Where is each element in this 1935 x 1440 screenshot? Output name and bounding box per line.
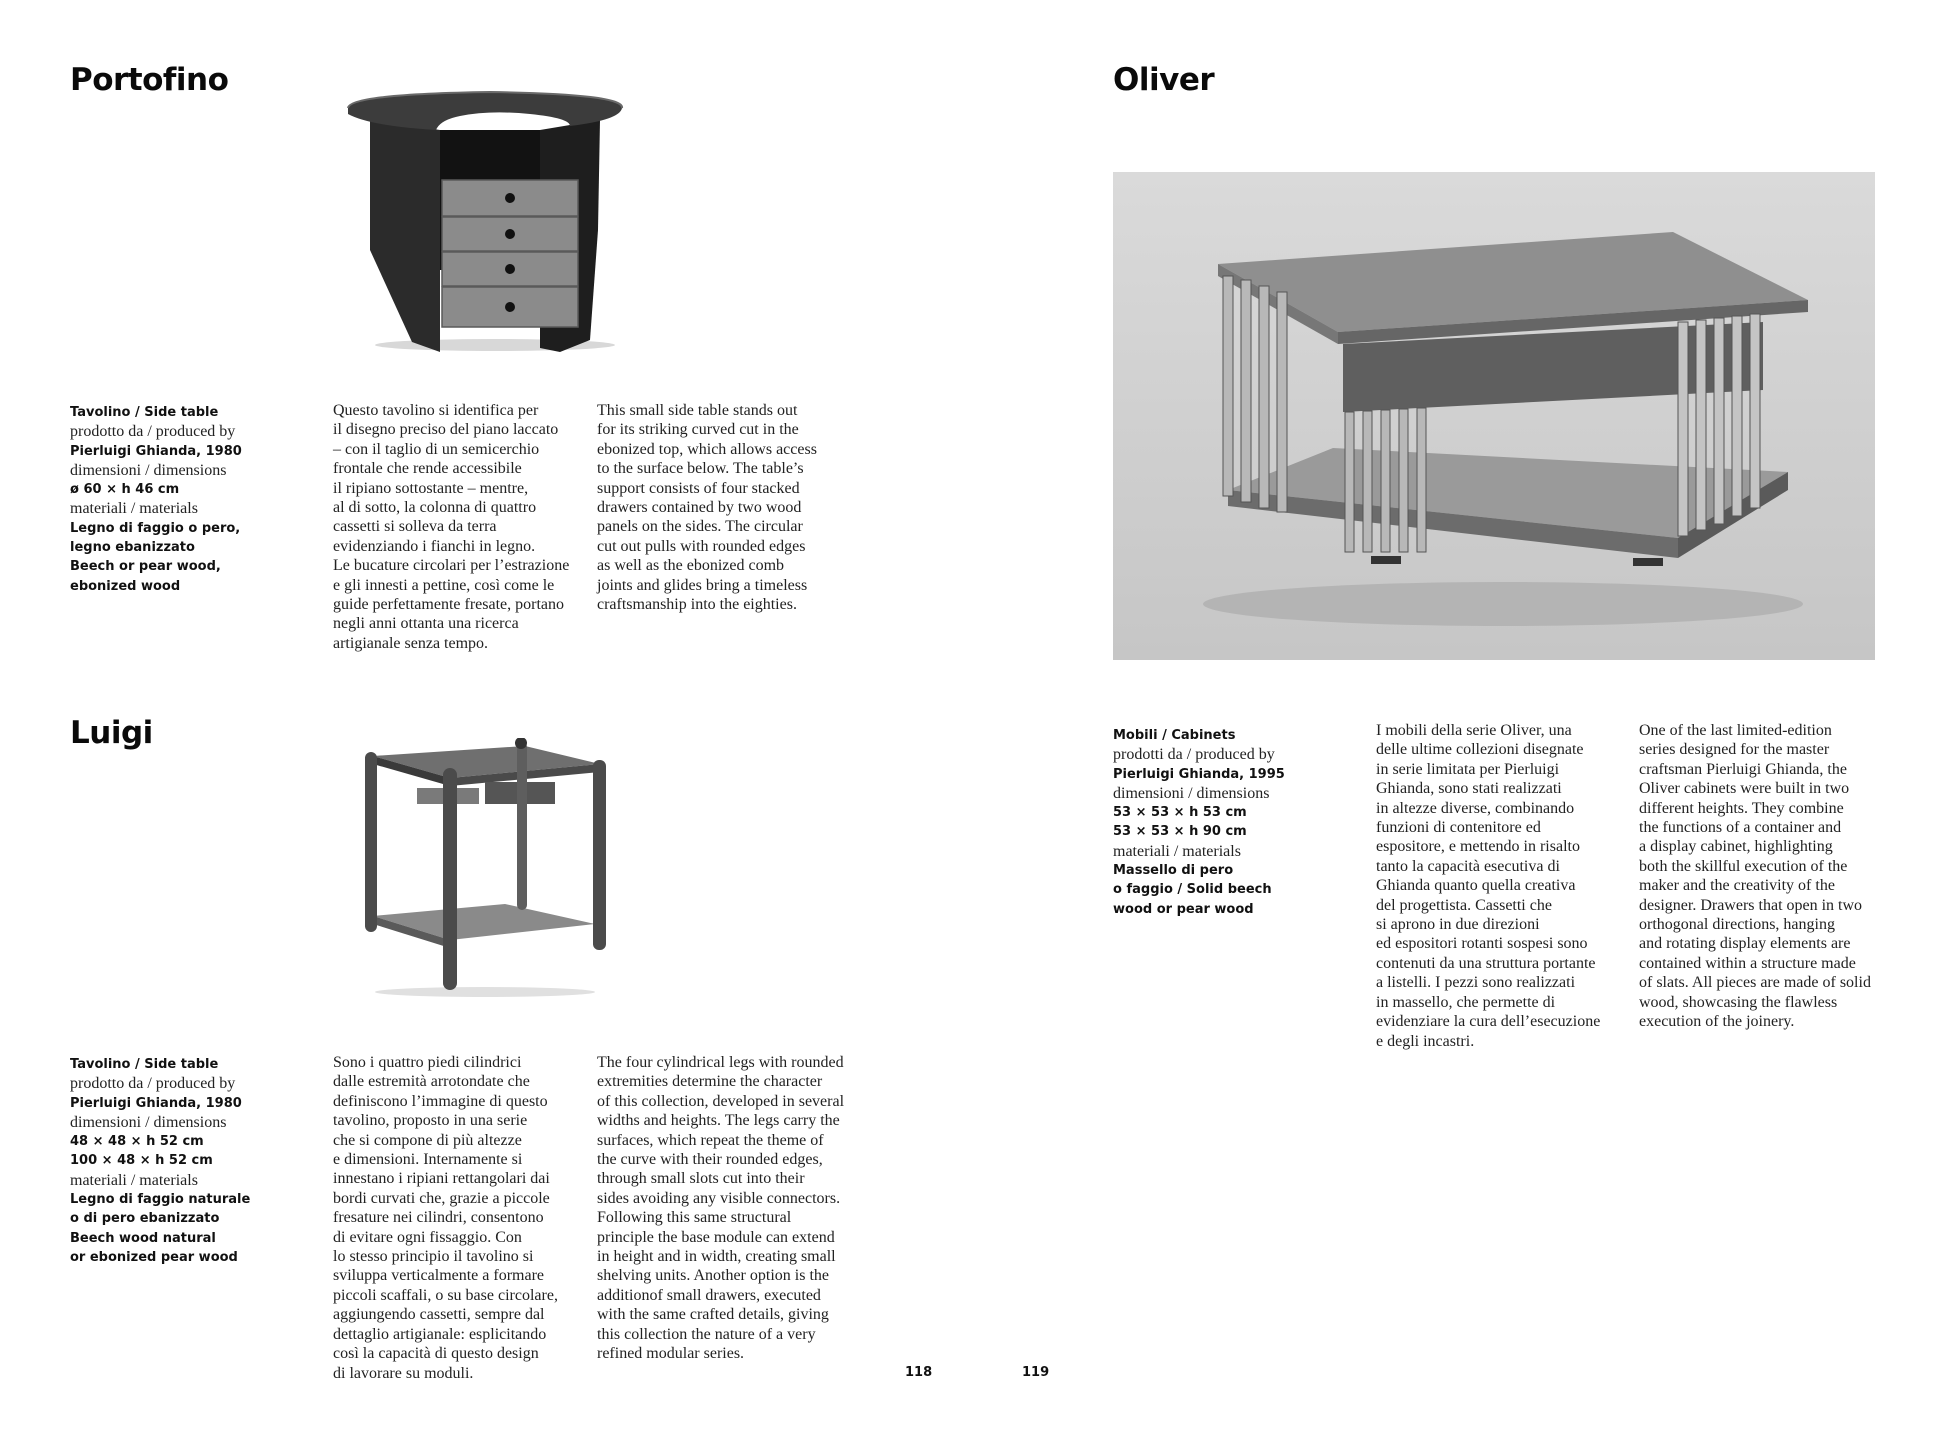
page-number-right: 119 xyxy=(1022,1365,1050,1380)
material-line: or ebonized pear wood xyxy=(70,1249,238,1265)
product-type: Tavolino / Side table xyxy=(70,1057,219,1072)
material-line: wood or pear wood xyxy=(1113,901,1254,917)
luigi-photo xyxy=(355,738,610,998)
materials-label: materiali / materials xyxy=(1113,842,1241,860)
material-line: Legno di faggio naturale xyxy=(70,1192,251,1208)
produced-by-label: prodotto da / produced by xyxy=(70,423,236,441)
produced-by-label: prodotto da / produced by xyxy=(70,1075,236,1093)
portofino-text-italian: Questo tavolino si identifica per il disegno preciso del piano laccato – con il taglio di un semicerchio frontale che rende accessibile il ripiano sottostante – mentre, al di sotto, la colonna di quattro cassetti si solleva da terra evidenziando i fianchi in legno. Le bucature circolari per l’estrazione e gli innesti a pettine, così come le guide perfettamente fresate, portano negli anni ottanta una ricerca artigianale senza tempo. xyxy=(333,402,570,652)
portofino-text-english: This small side table stands out for its striking curved cut in the ebonized top, which allows access to the surface below. The table’s support consists of four stacked drawers contained by two wood panels on the sides. The circular cut out pulls with rounded edges as well as the ebonized comb joints and glides bring a timeless craftsmanship into the eighties. xyxy=(597,402,817,614)
producer: Pierluigi Ghianda, 1980 xyxy=(70,443,242,459)
portofino-title: Portofino xyxy=(70,62,229,98)
portofino-photo xyxy=(340,90,630,355)
material-line: legno ebanizzato xyxy=(70,540,195,556)
materials-label: materiali / materials xyxy=(70,500,198,518)
dimension-value: 53 × 53 × h 90 cm xyxy=(1113,824,1247,840)
dimensions-label: dimensioni / dimensions xyxy=(1113,784,1270,802)
material-line: Massello di pero xyxy=(1113,863,1234,879)
oliver-text-italian: I mobili della serie Oliver, una delle ultime collezioni disegnate in serie limitata per Pierluigi Ghianda, sono stati realizzati in altezze diverse, combinando funzioni di contenitore ed espositore, e mettendo in risalto tanto la capacità esecutiva di Ghianda quanto quella creativa del progettista. Cassetti che si aprono in due direzioni ed espositori rotanti sospesi sono contenuti da una struttura portante a listelli. I pezzi sono realizzati in massello, che permette di evidenziare la cura dell’esecuzione e degli incastri. xyxy=(1376,722,1601,1050)
luigi-title: Luigi xyxy=(70,715,153,751)
material-line: o faggio / Solid beech xyxy=(1113,882,1272,898)
product-type: Tavolino / Side table xyxy=(70,405,219,420)
dimension-value: 48 × 48 × h 52 cm xyxy=(70,1134,204,1150)
produced-by-label: prodotti da / produced by xyxy=(1113,746,1275,764)
oliver-title: Oliver xyxy=(1113,62,1215,98)
dimension-value: 100 × 48 × h 52 cm xyxy=(70,1153,213,1169)
product-type: Mobili / Cabinets xyxy=(1113,728,1236,743)
producer: Pierluigi Ghianda, 1980 xyxy=(70,1095,242,1111)
material-line: Beech wood natural xyxy=(70,1230,216,1246)
oliver-text-english: One of the last limited-edition series designed for the master craftsman Pierluigi Ghianda, the Oliver cabinets were built in two different heights. They combine the functions of a container and a display cabinet, highlighting both the skillful execution of the maker and the creativity of the designer. Drawers that open in two orthogonal directions, hanging and rotating display elements are contained within a structure made of slats. All pieces are made of solid wood, showcasing the flawless execution of the joinery. xyxy=(1639,722,1871,1031)
oliver-photo xyxy=(1113,172,1875,660)
material-line: Legno di faggio o pero, xyxy=(70,520,241,536)
producer: Pierluigi Ghianda, 1995 xyxy=(1113,766,1285,782)
dimension-value: ø 60 × h 46 cm xyxy=(70,482,180,498)
dimensions-label: dimensioni / dimensions xyxy=(70,1113,227,1131)
dimension-value: 53 × 53 × h 53 cm xyxy=(1113,805,1247,821)
oliver-spec xyxy=(1113,726,1285,919)
material-line: Beech or pear wood, xyxy=(70,559,221,575)
material-line: ebonized wood xyxy=(70,578,181,594)
materials-label: materiali / materials xyxy=(70,1171,198,1189)
luigi-text-english: The four cylindrical legs with rounded extremities determine the character of this collection, developed in several widths and heights. The legs carry the surfaces, which repeat the theme of the curve with their rounded edges, through small slots cut into their sides avoiding any visible connectors. Following this same structural principle the base module can extend in height and in width, creating small shelving units. Another option is the additionof small drawers, executed with the same crafted details, giving this collection the nature of a very refined modular series. xyxy=(597,1054,845,1363)
material-line: o di pero ebanizzato xyxy=(70,1211,220,1227)
luigi-spec xyxy=(70,1055,250,1267)
portofino-spec xyxy=(70,403,242,596)
dimensions-label: dimensioni / dimensions xyxy=(70,461,227,479)
page-number-left: 118 xyxy=(905,1365,933,1380)
luigi-text-italian: Sono i quattro piedi cilindrici dalle estremità arrotondate che definiscono l’immagine di questo tavolino, proposto in una serie che si compone di più altezze e dimensioni. Internamente si innestano i ripiani rettangolari dai bordi curvati che, grazie a piccole fresature nei cilindri, consentono di evitare ogni fissaggio. Con lo stesso principio il tavolino si sviluppa verticalmente a formare piccoli scaffali, o su base circolare, aggiungendo cassetti, sempre dal dettaglio artigianale: esplicitando così la capacità di questo design di lavorare su moduli. xyxy=(333,1054,558,1382)
